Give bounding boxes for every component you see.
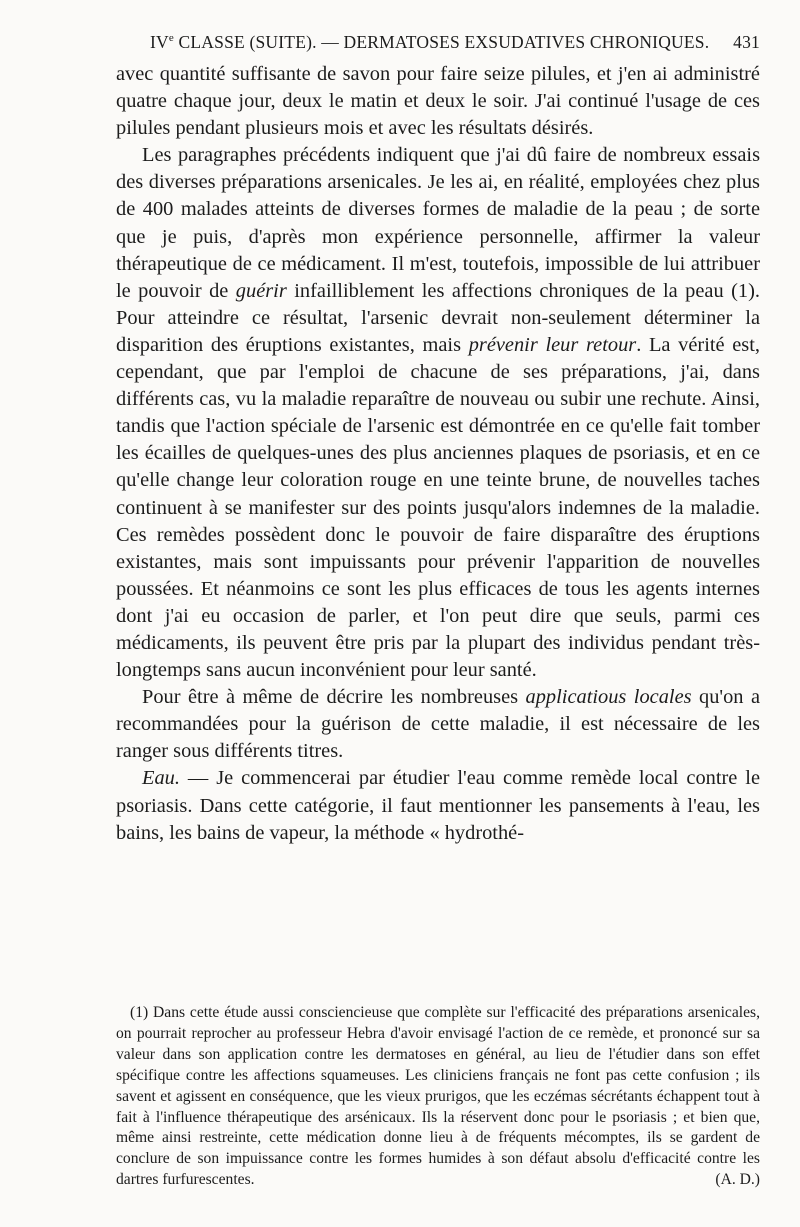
emphasis-guerir: guérir [235,279,287,302]
paragraph-1: avec quantité suffisante de savon pour faire seize pilules, et j'en ai administré quatre chaque jour, deux le matin et deux le soir. J'ai continué l'usage de ces pilules pendant plusieurs mois et avec les résultats désirés. [116,63,760,140]
footnote-signature: (A. D.) [715,1171,760,1189]
running-header [150,32,760,53]
header-title: IVe CLASSE (SUITE). — DERMATOSES EXSUDATIVES CHRONIQUES. [150,32,710,52]
paragraph-3: Pour être à même de décrire les nombreuses applicatious locales qu'on a recommandées pour la guérison de cette maladie, il est nécessaire de les ranger sous différents titres. [116,686,761,763]
emphasis-applications: applicatious locales [525,686,692,709]
section-heading-eau: Eau. [142,767,180,790]
footnote [116,1003,760,1191]
main-text [116,61,760,847]
paragraph-4: Eau. — Je commencerai par étudier l'eau comme remède local contre le psoriasis. Dans cette catégorie, il faut mentionner les pansements à l'eau, les bains, les bains de vapeur, la méthode « hydrothé- [116,767,760,844]
paragraph-2: Les paragraphes précédents indiquent que j'ai dû faire de nombreux essais des diverses préparations arsenicales. Je les ai, en réalité, employées chez plus de 400 malades atteints de diverses formes de maladie de la peau ; de sorte que je puis, d'après mon expérience personnelle, affirmer la valeur thérapeutique de ce médicament. Il m'est, toutefois, impossible de lui attribuer le pouvoir de guérir infailliblement les affections chroniques de la peau (1). Pour atteindre ce résultat, l'arsenic devrait non-seulement déterminer la disparition des éruptions existantes, mais prévenir leur retour. La vérité est, cependant, que par l'emploi de chacune de ses préparations, j'ai, dans différents cas, vu la maladie reparaître de nouveau ou subir une rechute. Ainsi, tandis que l'action spéciale de l'arsenic est démontrée en ce qu'elle fait tomber les écailles de quelques-unes des plus anciennes plaques de psoriasis, et en ce qu'elle change leur coloration rouge en une teinte brune, de nouvelles taches continuent à se manifester sur des points jusqu'alors indemnes de la maladie. Ces remèdes possèdent donc le pouvoir de faire disparaître des éruptions existantes, mais sont impuissants pour prévenir l'apparition de nouvelles poussées. Et néanmoins ce sont les plus efficaces de tous les agents internes dont j'ai eu occasion de parler, et l'on peut dire que seuls, parmi ces médicaments, ils peuvent être pris par la plupart des individus pendant très-longtemps sans aucun inconvénient pour leur santé. [116,144,761,682]
emphasis-prevenir: prévenir leur retour [468,333,637,356]
footnote-text: (1) Dans cette étude aussi consciencieuse que complète sur l'efficacité des préparations arsenicales, on pourrait reprocher au professeur Hebra d'avoir envisagé l'action de ce remède, et prononcé sur sa valeur dans son application contre les dermatoses en général, au lieu de l'étudier dans son effet spécifique contre les affections squameuses. Les cliniciens français ne font pas cette confusion ; ils savent et agissent en conséquence, que les vieux prurigos, que les eczémas sécrétants échappent tout à fait à l'influence thérapeutique des arsénicaux. Ils la réservent donc pour le psoriasis ; et bien que, même ainsi restreinte, cette médication donne lieu à de fréquents mécomptes, ils se gardent de conclure de son impuissance contre les formes humides à son défaut absolu d'efficacité contre les dartres furfurescentes. (A. D.) [116,1003,760,1191]
page-number: 431 [733,32,760,52]
